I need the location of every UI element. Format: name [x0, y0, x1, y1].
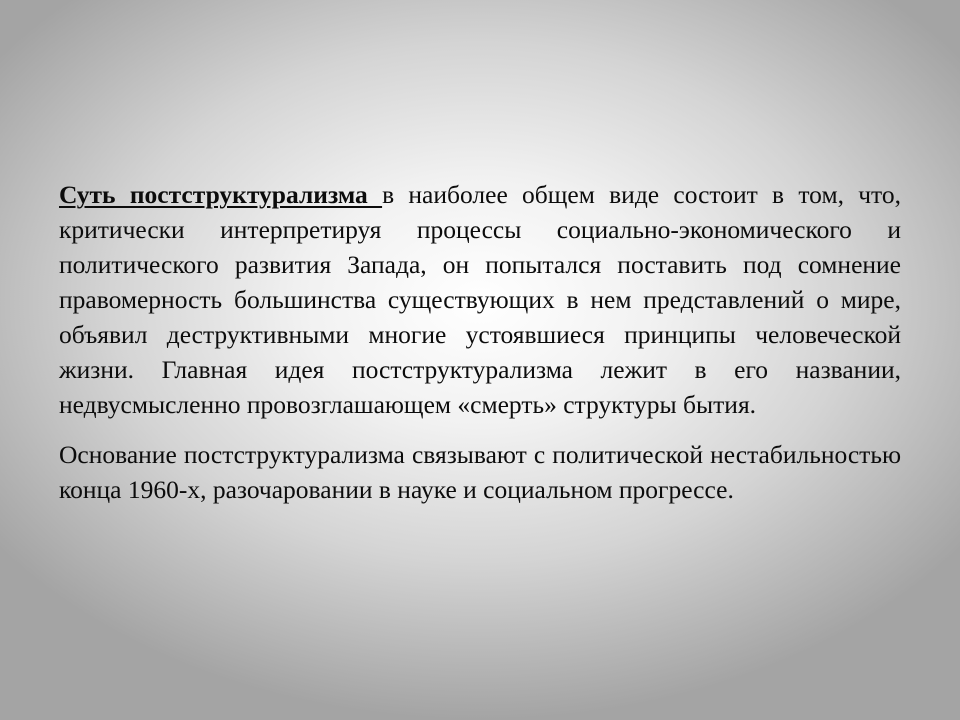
paragraph-essence-text: в наиболее общем виде состоит в том, что, критически интерпретируя процессы социально-экономического и политического развития Запада, он попытался поставить под сомнение правомерность большинства существующих в нем представлений о мире, объявил деструктивными многие устоявшиеся принципы человеческой жизни. Главная идея постструктурализма лежит в его названии, недвусмысленно провозглашающем «смерть» структуры бытия.	[59, 180, 901, 419]
paragraph-lead-term: Суть постструктурализма	[59, 180, 383, 209]
paragraph-origins-text: Основание постструктурализма связывают с политической нестабильностью конца 1960-х, разочаровании в науке и социальном прогрессе.	[59, 440, 901, 504]
slide-text-body	[59, 177, 901, 507]
paragraph-origins	[59, 437, 901, 507]
paragraph-essence	[59, 177, 901, 422]
